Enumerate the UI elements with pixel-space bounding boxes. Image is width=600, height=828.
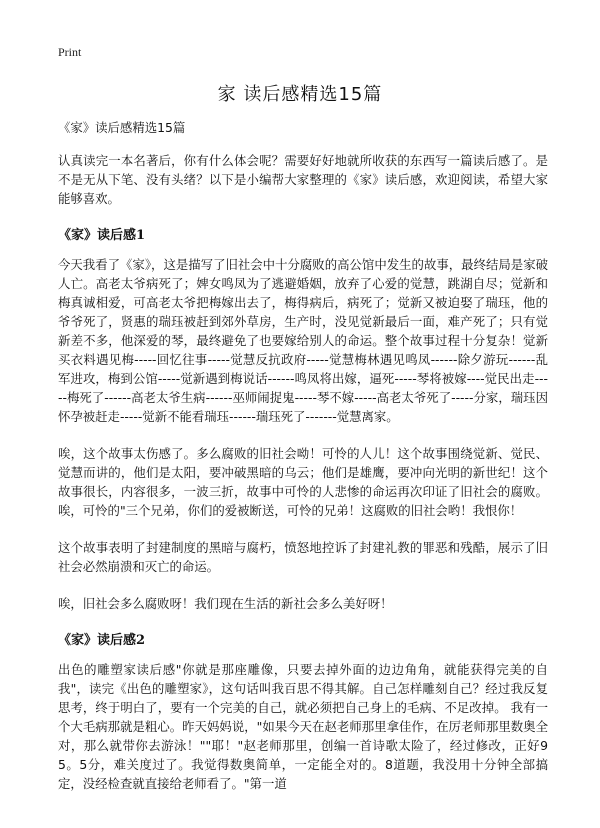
print-link[interactable]: Print [58,45,82,59]
document-subtitle: 《家》读后感精选15篇 [58,120,186,135]
section-1-paragraph-3: 这个故事表明了封建制度的黑暗与腐朽，愤怒地控诉了封建礼教的罪恶和残酷，展示了旧社会必然崩溃和灭亡的命运。 [58,540,548,574]
document-body [58,118,548,811]
section-1-paragraph-4: 唉，旧社会多么腐败呀！我们现在生活的新社会多么美好呀！ [58,596,393,611]
section-1-heading: 《家》读后感1 [58,228,146,243]
section-2-paragraph-1: 出色的雕塑家读后感"你就是那座雕像，只要去掉外面的边边角角，就能获得完美的自我"，读完《出色的雕塑家》，这句话叫我百思不得其解。自己怎样雕刻自己？经过我反复思考，终于明白了，要有一个完美的自己，就必须把自己身上的毛病、不足改掉。 我有一个大毛病那就是粗心。昨天妈妈说，"如果今天在赵老师那里拿佳作，在厉老师那里数奥全对，那么就带你去游泳！""耶！"赵老师那里，创编一首诗歌太险了，经过修改，正好95。5分，难关度过了。我觉得数奥简单，一定能全对的。8道题，我没用十分钟全部搞定，没经检查就直接给老师看了。"第一道 [58,662,548,791]
section-1-paragraph-1: 今天我看了《家》，这是描写了旧社会中十分腐败的高公馆中发生的故事，最终结局是家破人亡。高老太爷病死了；婢女鸣凤为了逃避婚姻，放弃了心爱的觉慧，跳湖自尽；觉新和梅真诚相爱，可高老太爷把梅嫁出去了，梅得病后，病死了；觉新又被迫娶了瑞珏，他的爷爷死了，贤惠的瑞珏被赶到郊外草房，生产时，没见觉新最后一面，难产死了；只有觉新差不多，他深爱的琴，最终避免了也要嫁给别人的命运。整个故事过程十分复杂！觉新买衣料遇见梅-----回忆往事-----觉慧反抗政府-----觉慧梅林遇见鸣凤------除夕游玩------乱军进攻，梅到公馆-----觉新遇到梅说话------鸣凤将出嫁，逼死-----琴将被嫁----觉民出走-----梅死了------高老太爷生病------巫师闹捉鬼-----琴不嫁-----高老太爷死了-----分家，瑞珏因怀孕被赶走-----觉新不能看瑞珏------瑞珏死了-------觉慧离家。 [58,257,548,424]
section-1-paragraph-2: 唉，这个故事太伤感了。多么腐败的旧社会呦！可怜的人儿！这个故事围绕觉新、觉民、觉慧而讲的，他们是太阳，要冲破黑暗的乌云；他们是雄鹰，要冲向光明的新世纪！这个故事很长，内容很多，一波三折，故事中可怜的人悲惨的命运再次印证了旧社会的腐败。唉，可怜的"三个兄弟，你们的爱被断送，可怜的兄弟！这腐败的旧社会哟！我恨你！ [58,446,548,518]
intro-paragraph: 认真读完一本名著后，你有什么体会呢？需要好好地就所收获的东西写一篇读后感了。是不是无从下笔、没有头绪？以下是小编帮大家整理的《家》读后感，欢迎阅读，希望大家能够喜欢。 [58,153,548,206]
section-2-heading: 《家》读后感2 [58,633,146,648]
document-title: 家 读后感精选15篇 [217,84,383,105]
